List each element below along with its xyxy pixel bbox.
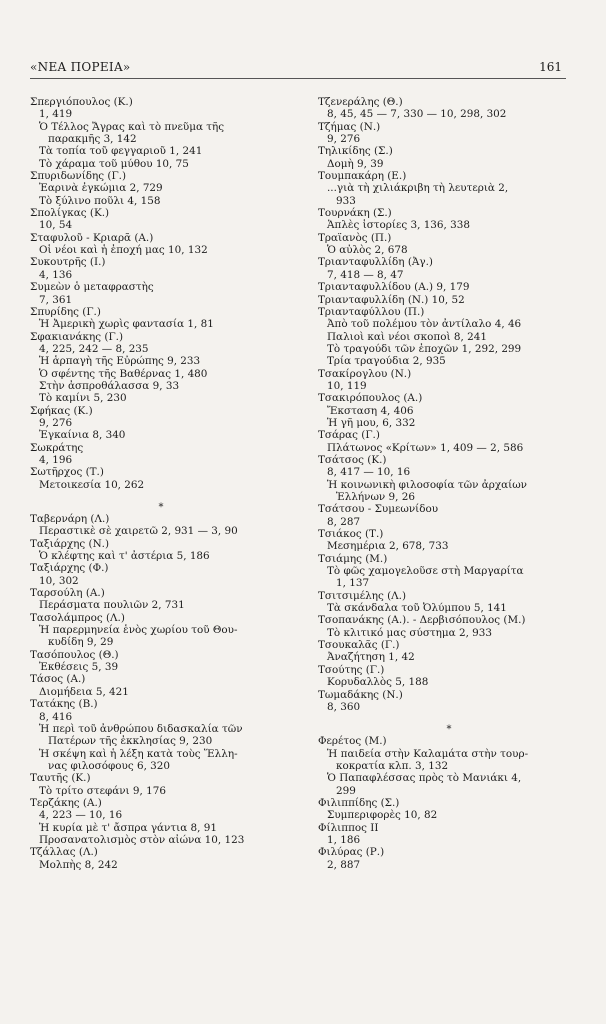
index-entry: Ἔκσταση 4, 406 (327, 404, 414, 417)
index-entry: Ἐγκαίνια 8, 340 (39, 429, 126, 442)
index-author: Τριανταφύλλου (Π.) (318, 305, 425, 318)
index-author: Σωκράτης (30, 441, 84, 454)
index-entry: Ὁ Παπαφλέσσας πρὸς τὸ Μανιάκι 4, (327, 772, 522, 785)
index-entry: Ὁ σφέντης τῆς Βαθέρνας 1, 480 (39, 367, 208, 380)
index-author: Τουρνάκη (Σ.) (318, 207, 392, 220)
index-author: Συκουτρῆς (Ι.) (30, 256, 106, 269)
index-author: Σφακιανάκης (Γ.) (30, 330, 124, 343)
index-author: Τασόπουλος (Θ.) (30, 648, 119, 661)
index-entry: Κορυδαλλὸς 5, 188 (327, 676, 429, 689)
index-author: Τζενεράλης (Θ.) (318, 96, 403, 108)
index-entry: 7, 418 — 8, 47 (327, 268, 404, 281)
index-author: Τριανταφυλλίδου (Α.) 9, 179 (318, 281, 470, 294)
index-author: Ταυτῆς (Κ.) (30, 772, 91, 785)
index-entry: Τὸ καμίνι 5, 230 (39, 392, 127, 405)
index-entry: Ἡ γῆ μου, 6, 332 (327, 416, 416, 429)
index-entry: Τρία τραγούδια 2, 935 (327, 355, 446, 368)
index-entry: Μετοικεσία 10, 262 (39, 478, 145, 491)
index-entry: Ἡ Ἀμερικὴ χωρὶς φαντασία 1, 81 (39, 318, 214, 331)
index-entry: Περαστικὲ σὲ χαιρετῶ 2, 931 — 3, 90 (39, 525, 238, 538)
index-entry: Τὸ κλιτικό μας σύστημα 2, 933 (327, 626, 493, 639)
index-entry: 10, 302 (39, 574, 79, 587)
index-author: Τσάτσος (Κ.) (318, 453, 387, 466)
index-author: Τσακιρόπουλος (Α.) (318, 392, 423, 405)
index-entry: 9, 276 (327, 133, 361, 146)
index-entry: Ἡ παρερμηνεία ἑνὸς χωρίου τοῦ Θου- (39, 624, 238, 637)
index-entry: Περάσματα πουλιῶν 2, 731 (39, 599, 185, 612)
index-entry: Ἡ περὶ τοῦ ἀνθρώπου διδασκαλία τῶν (39, 722, 243, 735)
index-entry: κυδίδη 9, 29 (48, 636, 114, 649)
index-entry: Ἡ κοινωνικὴ φιλοσοφία τῶν ἀρχαίων (327, 478, 527, 491)
index-author: Φίλιππος ΙΙ (318, 821, 379, 834)
index-author: Τουμπακάρη (Ε.) (318, 170, 407, 183)
page-header (30, 58, 566, 79)
index-author: Σφήκας (Κ.) (30, 404, 93, 417)
index-author: Συμεὼν ὁ μεταφραστὴς (30, 281, 154, 294)
index-entry: Πατέρων τῆς ἐκκλησίας 9, 230 (48, 735, 213, 748)
index-author: Ταξιάρχης (Ν.) (30, 537, 110, 550)
index-author: Τριανταφυλλίδη (Ν.) 10, 52 (318, 293, 465, 306)
index-entry: Ἡ σκέψη καὶ ἡ λέξη κατὰ τοὺς Ἕλλη- (39, 747, 238, 760)
index-entry: νας φιλοσόφους 6, 320 (48, 759, 171, 772)
index-entry: 8, 416 (39, 710, 73, 723)
section-separator: * (446, 724, 452, 736)
index-author: Τσάτσου - Συμεωνίδου (318, 503, 439, 516)
index-entry: 4, 225, 242 — 8, 235 (39, 342, 149, 355)
index-author: Τραϊανὸς (Π.) (318, 231, 392, 244)
index-entry: 1, 419 (39, 108, 73, 121)
index-author: Τζήμας (Ν.) (318, 120, 381, 133)
running-title: «ΝΕΑ ΠΟΡΕΙΑ» (30, 60, 131, 74)
index-entry: κοκρατία κλπ. 3, 132 (336, 759, 449, 772)
index-entry: 8, 287 (327, 515, 361, 528)
index-entry: Ἀπὸ τοῦ πολέμου τὸν ἀντίλαλο 4, 46 (327, 318, 522, 331)
index-author: Τσούτης (Γ.) (318, 663, 385, 676)
index-entry: Διομήδεια 5, 421 (39, 685, 129, 698)
index-author: Ταβερνάρη (Λ.) (30, 513, 110, 525)
index-entry: Δομὴ 9, 39 (327, 157, 384, 170)
index-author: Τάσος (Α.) (30, 673, 86, 686)
index-entry: 1, 137 (336, 577, 370, 590)
index-author: Τερζάκης (Α.) (30, 796, 102, 809)
index-entry: Ἐκθέσεις 5, 39 (39, 661, 119, 674)
index-entry: Προσανατολισμὸς στὸν αἰώνα 10, 123 (39, 833, 245, 846)
index-author: Τατάκης (Β.) (30, 698, 98, 711)
index-author: Τριανταφυλλίδη (Ἀγ.) (318, 256, 433, 269)
index-entry: Ὁ κλέφτης καὶ τ' ἀστέρια 5, 186 (39, 550, 210, 563)
index-entry: Τὰ τοπία τοῦ φεγγαριοῦ 1, 241 (39, 145, 203, 158)
index-entry: 10, 54 (39, 219, 73, 232)
index-author: Σωτῆρχος (Τ.) (30, 466, 104, 479)
index-entry: Ἡ παιδεία στὴν Καλαμάτα στὴν τουρ- (327, 747, 529, 760)
index-entry: παρακμῆς 3, 142 (48, 133, 137, 146)
index-entry: Παλιοὶ καὶ νέοι σκοποὶ 8, 241 (327, 330, 487, 343)
index-author: Τσοπανάκης (Α.). - Δερβισόπουλος (Μ.) (318, 614, 526, 627)
index-author: Τσουκαλᾶς (Γ.) (318, 639, 400, 652)
index-entry: 8, 45, 45 — 7, 330 — 10, 298, 302 (327, 108, 507, 121)
index-entry: Τὰ σκάνδαλα τοῦ Ὀλύμπου 5, 141 (327, 602, 507, 615)
index-author: Τωμαδάκης (Ν.) (318, 688, 403, 701)
index-author: Τσιτσιμέλης (Λ.) (318, 589, 406, 602)
index-author: Τσιάκος (Τ.) (318, 528, 384, 541)
index-author: Ταρσούλη (Α.) (30, 587, 105, 600)
index-entry: Ἐαρινὰ ἐγκώμια 2, 729 (39, 182, 163, 195)
index-entry: Οἱ νέοι καὶ ἡ ἐποχή μας 10, 132 (39, 244, 208, 257)
index-entry: Τὸ ξύλινο ποῦλι 4, 158 (39, 194, 161, 207)
index-author: Τηλικίδης (Σ.) (318, 145, 393, 158)
index-entry: 2, 887 (327, 858, 361, 871)
index-entry: 9, 276 (39, 416, 73, 429)
index-entry: Στὴν ἀσπροθάλασσα 9, 33 (39, 379, 180, 392)
index-entry: Ἀναζήτηση 1, 42 (327, 651, 415, 664)
index-entry: 8, 360 (327, 700, 361, 713)
index-entry: 4, 196 (39, 453, 73, 466)
index-entry: Τὸ τρίτο στεφάνι 9, 176 (39, 784, 166, 797)
index-entry: 7, 361 (39, 293, 73, 306)
index-author: Φιλύρας (Ρ.) (318, 846, 385, 859)
index-column-left (30, 96, 292, 871)
index-entry: Ἡ ἁρπαγὴ τῆς Εὐρώπης 9, 233 (39, 355, 201, 368)
index-column-right (318, 96, 580, 871)
index-entry: Ἑλλήνων 9, 26 (336, 491, 415, 503)
index-entry: Ἡ κυρία μὲ τ' ἄσπρα γάντια 8, 91 (39, 821, 217, 834)
index-author: Τσιάμης (Μ.) (318, 552, 388, 565)
index-entry: Μολπὴς 8, 242 (39, 858, 118, 871)
index-entry: Συμπεριφορὲς 10, 82 (327, 809, 438, 822)
index-entry: 299 (336, 784, 356, 797)
index-entry: Ὁ αὐλὸς 2, 678 (327, 244, 408, 257)
index-author: Τσάρας (Γ.) (318, 429, 380, 442)
index-entry: 1, 186 (327, 833, 361, 846)
index-entry: Μεσημέρια 2, 678, 733 (327, 540, 449, 553)
index-author: Τσακίρογλου (Ν.) (318, 367, 412, 380)
index-entry: ...γιὰ τὴ χιλιάκριβη τὴ λευτεριὰ 2, (327, 182, 509, 195)
index-entry: Πλάτωνος «Κρίτων» 1, 409 — 2, 586 (327, 441, 524, 454)
index-entry: 4, 223 — 10, 16 (39, 809, 123, 822)
index-entry: 10, 119 (327, 379, 367, 392)
index-author: Σπεργιόπουλος (Κ.) (30, 96, 133, 108)
index-entry: 4, 136 (39, 268, 73, 281)
index-author: Τασολάμπρος (Λ.) (30, 611, 125, 624)
section-separator: * (158, 502, 164, 513)
index-author: Σταφυλοῦ - Κριαρᾶ (Α.) (30, 231, 154, 244)
index-entry: Ἁπλὲς ἱστορίες 3, 136, 338 (327, 219, 470, 232)
index-entry: 933 (336, 194, 356, 207)
index-author: Σπυριδωνίδης (Γ.) (30, 170, 127, 183)
index-author: Φιλιππίδης (Σ.) (318, 796, 400, 809)
index-entry: Τὸ χάραμα τοῦ μύθου 10, 75 (39, 157, 189, 170)
index-author: Σπυρίδης (Γ.) (30, 305, 101, 318)
index-author: Φερέτος (Μ.) (318, 735, 387, 748)
index-author: Σπολίγκας (Κ.) (30, 207, 110, 220)
index-entry: Τὸ τραγούδι τῶν ἐποχῶν 1, 292, 299 (327, 342, 522, 355)
index-entry: Ὁ Τέλλος Ἄγρας καὶ τὸ πνεῦμα τῆς (39, 120, 225, 133)
index-author: Ταξιάρχης (Φ.) (30, 562, 109, 575)
index-author: Τζάλλας (Λ.) (30, 846, 98, 859)
page-number: 161 (539, 60, 562, 74)
index-entry: Τὸ φῶς χαμογελοῦσε στὴ Μαργαρίτα (327, 565, 524, 578)
index-entry: 8, 417 — 10, 16 (327, 466, 411, 479)
